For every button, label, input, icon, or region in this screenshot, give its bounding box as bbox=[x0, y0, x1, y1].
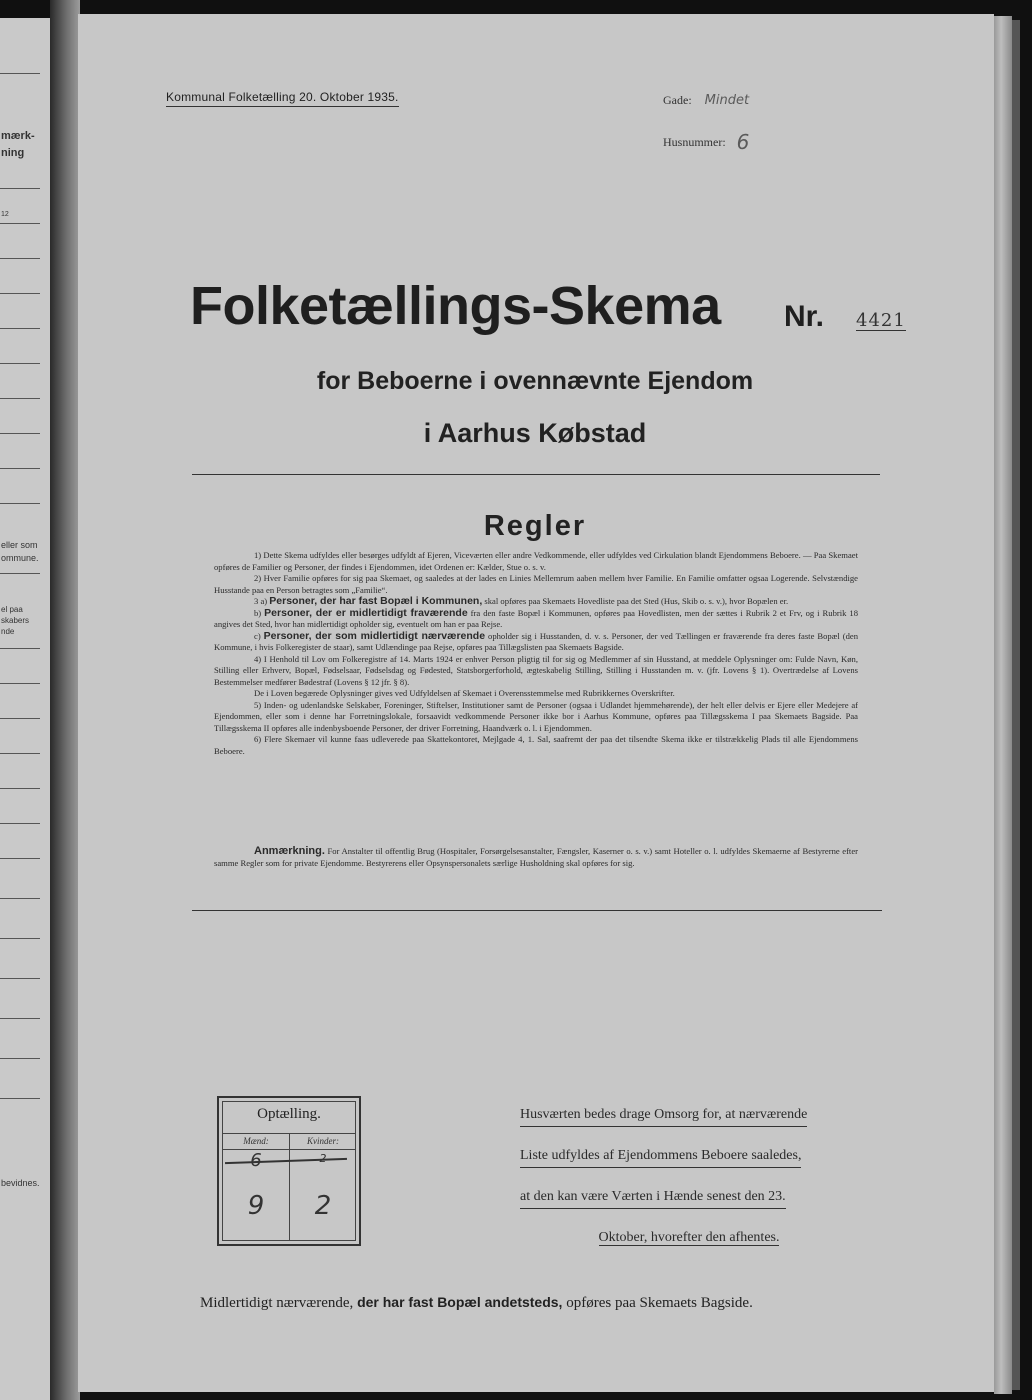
left-rule bbox=[0, 718, 40, 719]
rule-paragraph: 1) Dette Skema udfyldes eller besørges udfyldt af Ejeren, Viceværten eller andre Vedkommende, eller udfyldes ved Cirkulation blandt Ejendommens Beboere. — Paa Skemaet opføres de Familier og Personer, der findes i Ejendommen, idet Ordenen er: Kælder, Stue o. s. v. bbox=[214, 550, 858, 572]
left-rule bbox=[0, 258, 40, 259]
left-rule bbox=[0, 788, 40, 789]
divider-line bbox=[192, 910, 882, 911]
rule-paragraph bbox=[214, 631, 858, 654]
left-rule bbox=[0, 683, 40, 684]
form-number-label: Nr. bbox=[784, 300, 825, 333]
left-fragment: nde bbox=[1, 627, 15, 636]
left-rule bbox=[0, 1018, 40, 1019]
street-field bbox=[663, 93, 749, 108]
left-rule bbox=[0, 898, 40, 899]
left-rule bbox=[0, 858, 40, 859]
rule-number: c) bbox=[254, 630, 261, 641]
left-rule bbox=[0, 503, 40, 504]
rules-text bbox=[214, 550, 858, 757]
note-text: For Anstalter til offentlig Brug (Hospitaler, Forsørgelsesanstalter, Fængsler, Kaserner o. s. v.) samt Hoteller o. l. udfyldes Skemaerne af Bestyrerne efter samme Regler som for private Ejendomme. Bestyrerens eller Opsynspersonalets særlige Husholdning skal opføres for sig. bbox=[214, 846, 858, 868]
left-rule bbox=[0, 293, 40, 294]
street-value: Mindet bbox=[704, 93, 750, 108]
left-rule bbox=[0, 573, 40, 574]
footer-bold-text: der har fast Bopæl andetsteds, bbox=[357, 1294, 563, 1310]
rule-paragraph bbox=[214, 608, 858, 631]
rule-emphasis: Personer, der har fast Bopæl i Kommunen, bbox=[269, 595, 483, 607]
notice-line: Liste udfyldes af Ejendommens Beboere saaledes, bbox=[520, 1145, 801, 1168]
left-fragment: ommune. bbox=[1, 553, 39, 563]
left-fragment: ning bbox=[1, 147, 25, 159]
left-fragment: 12 bbox=[1, 211, 9, 218]
census-heading: Kommunal Folketælling 20. Oktober 1935. bbox=[166, 90, 399, 107]
rules-heading: Regler bbox=[483, 510, 587, 542]
left-fragment: skabers bbox=[1, 616, 30, 625]
page-edge bbox=[994, 16, 1012, 1394]
rule-text: skal opføres paa Skemaets Hovedliste paa det Sted (Hus, Skib o. s. v.), hvor Bopælen er. bbox=[484, 596, 789, 606]
notice-line: Oktober, hvorefter den afhentes. bbox=[598, 1230, 780, 1245]
left-rule bbox=[0, 73, 40, 74]
page-edge-shadow bbox=[1012, 20, 1020, 1390]
house-number-value: 6 bbox=[736, 130, 750, 154]
left-rule bbox=[0, 398, 40, 399]
left-fragment: el paa bbox=[1, 605, 23, 614]
note-section bbox=[214, 845, 858, 869]
left-rule bbox=[0, 433, 40, 434]
form-number-value: 4421 bbox=[856, 310, 906, 331]
rule-paragraph: 5) Inden- og udenlandske Selskaber, Foreninger, Stiftelser, Institutioner samt de Personer (ogsaa i Udlandet hjemmehørende), der helt eller delvis er Ejere eller Medejere af Ejendommen, eller som i denne har Forretningslokale, forsaavidt vedkommende Personer ikke bor i Aarhus Kommune, opføres paa Tillægsskema I paa Skemaets Bagside. Paa Tillægsskema II opføres alle indenbysboende Personer, der driver Forretning, Haandværk o. l. i Ejendommen. bbox=[214, 699, 858, 733]
notice-line-centered bbox=[520, 1221, 858, 1255]
left-rule bbox=[0, 1098, 40, 1099]
house-number-field bbox=[663, 130, 749, 154]
count-table bbox=[223, 1133, 355, 1240]
landlord-notice bbox=[520, 1098, 858, 1255]
form-title: Folketællings-Skema bbox=[190, 276, 721, 336]
rule-number: b) bbox=[254, 607, 262, 618]
left-rule bbox=[0, 938, 40, 939]
left-rule bbox=[0, 363, 40, 364]
count-box-inner bbox=[222, 1101, 356, 1241]
note-label: Anmærkning. bbox=[254, 845, 325, 857]
book-gutter bbox=[50, 0, 80, 1400]
left-page-fragment bbox=[0, 18, 50, 1400]
rule-paragraph: 2) Hver Familie opføres for sig paa Skemaet, og saaledes at der lades en Linies Mellemrum aaben mellem hver Familie. En Familie omfatter ogsaa Logerende. Selvstændige Husstande paa en Person betragtes som „Familie“. bbox=[214, 573, 858, 595]
house-number-label: Husnummer: bbox=[663, 135, 726, 149]
notice-line: Husværten bedes drage Omsorg for, at nærværende bbox=[520, 1104, 807, 1127]
left-fragment: mærk- bbox=[1, 130, 35, 142]
street-label: Gade: bbox=[663, 93, 692, 107]
left-rule bbox=[0, 753, 40, 754]
rule-number: 3 a) bbox=[254, 596, 268, 606]
divider-line bbox=[192, 474, 880, 475]
rule-text: fra den faste Bopæl i Kommunen, opføres paa Hovedlisten, men der sættes i Rubrik 2 et Frv, og i Rubrik 18 angives det Sted, hvor han midlertidigt opholder sig, eventuelt om han er paa Rejse. bbox=[214, 607, 858, 629]
left-rule bbox=[0, 823, 40, 824]
rule-paragraph: 4) I Henhold til Lov om Folkeregistre af 14. Marts 1924 er enhver Person pligtig til for sig og Medlemmer af sin Husstand, at meddele Oplysninger om: Fulde Navn, Køn, Stilling eller Erhverv, Bopæl, Fødselsaar, Fødselsdag og Fødested, Statsborgerforhold, ægteskabelig Stilling, Stilling i Husstanden m. v. (jfr. Lovens § 1). Overtrædelse af Lovens Bestemmelser medfører Bødestraf (Lovens § 12 jfr. § 8). bbox=[214, 653, 858, 687]
rule-paragraph: De i Loven begærede Oplysninger gives ved Udfyldelsen af Skemaet i Overensstemmelse med Rubrikkernes Overskrifter. bbox=[254, 688, 675, 698]
count-title: Optælling. bbox=[257, 1106, 321, 1122]
left-rule bbox=[0, 328, 40, 329]
left-rule bbox=[0, 1058, 40, 1059]
rule-emphasis: Personer, der som midlertidigt nærværende bbox=[263, 629, 486, 642]
count-box bbox=[217, 1096, 361, 1246]
left-rule bbox=[0, 468, 40, 469]
count-column-divider bbox=[289, 1134, 290, 1240]
men-label: Mænd: bbox=[243, 1136, 269, 1146]
form-subtitle: for Beboerne i ovennævnte Ejendom bbox=[316, 367, 754, 395]
footer-text: Midlertidigt nærværende, bbox=[200, 1295, 354, 1311]
left-fragment: eller som bbox=[1, 540, 38, 550]
form-subtitle-city: i Aarhus Købstad bbox=[423, 418, 647, 448]
men-count: 9 bbox=[247, 1191, 265, 1221]
rule-emphasis: Personer, der er midlertidigt fraværende bbox=[264, 606, 468, 619]
rule-paragraph: 6) Flere Skemaer vil kunne faas udleverede paa Skattekontoret, Mejlgade 4, 1. Sal, saafremt der paa det tilsendte Skema ikke er tilstrækkelig Plads til alle Ejendommens Beboere. bbox=[214, 734, 858, 756]
left-rule bbox=[0, 223, 40, 224]
left-rule bbox=[0, 978, 40, 979]
women-label: Kvinder: bbox=[307, 1136, 339, 1146]
rule-text: opholder sig i Husstanden, d. v. s. Personer, der ved Tællingen er fraværende fra deres faste Bopæl (den Kommune, i hvis Folkeregister de staar), samt Udlændinge paa Rejse, opføres paa Tillægslisten paa Skemaets Bagside. bbox=[214, 630, 858, 652]
women-count: 2 bbox=[314, 1191, 332, 1221]
footer-note bbox=[200, 1294, 872, 1312]
notice-line: at den kan være Værten i Hænde senest den 23. bbox=[520, 1186, 786, 1209]
left-fragment: bevidnes. bbox=[1, 1178, 40, 1188]
left-rule bbox=[0, 648, 40, 649]
left-rule bbox=[0, 188, 40, 189]
footer-text: opføres paa Skemaets Bagside. bbox=[566, 1295, 753, 1311]
